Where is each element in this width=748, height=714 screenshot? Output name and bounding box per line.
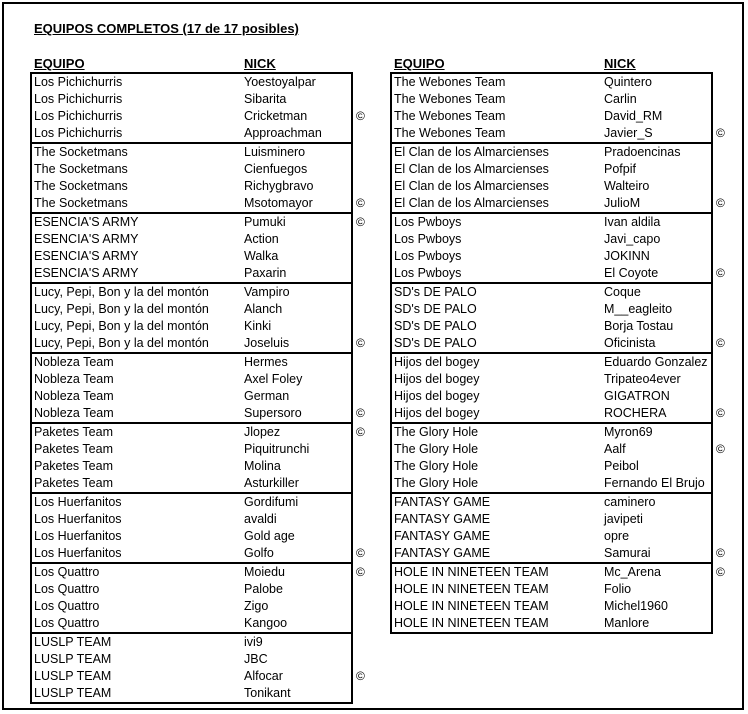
left-nick-header: NICK [244, 56, 276, 71]
captain-icon: © [356, 406, 365, 420]
player-nick: Javier_S [604, 126, 653, 140]
player-nick: Tonikant [244, 686, 291, 700]
table-row [32, 318, 351, 335]
player-nick: M__eagleito [604, 302, 673, 316]
team-name: Los Pichichurris [34, 126, 123, 140]
captain-icon: © [716, 406, 725, 420]
team-name: The Socketmans [34, 145, 128, 159]
team-name: Lucy, Pepi, Bon y la del montón [34, 302, 209, 316]
team-name: SD's DE PALO [394, 319, 477, 333]
player-nick: JulioM [604, 196, 641, 210]
team-name: SD's DE PALO [394, 336, 477, 350]
player-nick: ivi9 [244, 635, 263, 649]
player-nick: Gold age [244, 529, 295, 543]
table-row [32, 581, 351, 598]
player-nick: Zigo [244, 599, 269, 613]
player-nick: ROCHERA [604, 406, 667, 420]
table-row [392, 108, 711, 125]
player-nick: opre [604, 529, 630, 543]
player-nick: Walteiro [604, 179, 650, 193]
player-nick: Yoestoyalpar [244, 75, 316, 89]
team-name: Nobleza Team [34, 355, 114, 369]
table-row [32, 248, 351, 265]
table-row [392, 615, 711, 632]
player-nick: Aalf [604, 442, 626, 456]
team-name: LUSLP TEAM [34, 669, 112, 683]
player-nick: Alanch [244, 302, 283, 316]
team-name: Los Quattro [34, 599, 100, 613]
table-row [392, 494, 711, 511]
table-row [392, 178, 711, 195]
table-row [32, 598, 351, 615]
table-row [392, 301, 711, 318]
player-nick: Carlin [604, 92, 637, 106]
player-nick: Myron69 [604, 425, 653, 439]
team-name: HOLE IN NINETEEN TEAM [394, 565, 549, 579]
team-name: El Clan de los Almarcienses [394, 162, 549, 176]
team-name: LUSLP TEAM [34, 652, 112, 666]
table-row [32, 178, 351, 195]
team-name: The Webones Team [394, 109, 506, 123]
player-nick: Michel1960 [604, 599, 668, 613]
player-nick: Pofpif [604, 162, 636, 176]
table-row [392, 265, 725, 282]
team-name: Paketes Team [34, 476, 113, 490]
player-nick: Coque [604, 285, 641, 299]
captain-icon: © [716, 336, 725, 350]
table-row [392, 161, 711, 178]
team-group [390, 494, 725, 564]
team-name: Los Huerfanitos [34, 495, 122, 509]
team-name: Los Huerfanitos [34, 546, 122, 560]
team-name: Hijos del bogey [394, 372, 480, 386]
captain-icon: © [356, 215, 365, 229]
team-group [30, 424, 365, 494]
team-name: Paketes Team [34, 459, 113, 473]
table-row [32, 405, 365, 422]
captain-icon: © [716, 565, 725, 579]
table-row [392, 214, 711, 231]
team-group [30, 72, 365, 144]
table-row [32, 144, 351, 161]
team-name: The Glory Hole [394, 442, 479, 456]
table-row [32, 265, 351, 282]
team-group [390, 144, 725, 214]
team-name: FANTASY GAME [394, 546, 491, 560]
team-name: Los Pichichurris [34, 109, 123, 123]
table-row [32, 424, 365, 441]
table-row [392, 545, 725, 562]
player-nick: El Coyote [604, 266, 659, 280]
team-group [30, 564, 365, 634]
player-nick: Msotomayor [244, 196, 313, 210]
table-row [32, 441, 351, 458]
team-name: El Clan de los Almarcienses [394, 196, 549, 210]
team-name: ESENCIA'S ARMY [34, 266, 139, 280]
player-nick: Axel Foley [244, 372, 303, 386]
team-name: The Socketmans [34, 196, 128, 210]
team-name: ESENCIA'S ARMY [34, 249, 139, 263]
player-nick: Palobe [244, 582, 283, 596]
player-nick: Asturkiller [244, 476, 299, 490]
captain-icon: © [716, 196, 725, 210]
player-nick: Luisminero [244, 145, 306, 159]
team-name: Lucy, Pepi, Bon y la del montón [34, 319, 209, 333]
team-group [30, 634, 365, 704]
left-team-header: EQUIPO [34, 56, 85, 71]
player-nick: Javi_capo [604, 232, 661, 246]
captain-icon: © [716, 126, 725, 140]
player-nick: Ivan aldila [604, 215, 661, 229]
player-nick: Golfo [244, 546, 274, 560]
captain-icon: © [356, 546, 365, 560]
player-nick: Cienfuegos [244, 162, 308, 176]
table-row [392, 354, 711, 371]
team-group [30, 284, 365, 354]
team-name: Hijos del bogey [394, 389, 480, 403]
right-nick-header: NICK [604, 56, 636, 71]
page-title: EQUIPOS COMPLETOS (17 de 17 posibles) [34, 21, 299, 36]
captain-icon: © [356, 336, 365, 350]
player-nick: Gordifumi [244, 495, 299, 509]
team-name: Lucy, Pepi, Bon y la del montón [34, 336, 209, 350]
player-nick: Kinki [244, 319, 272, 333]
table-row [32, 528, 351, 545]
table-row [392, 405, 725, 422]
player-nick: Hermes [244, 355, 288, 369]
team-group [390, 284, 725, 354]
team-name: Hijos del bogey [394, 406, 480, 420]
team-name: HOLE IN NINETEEN TEAM [394, 582, 549, 596]
player-nick: Jlopez [244, 425, 281, 439]
team-name: Los Huerfanitos [34, 512, 122, 526]
team-name: Los Huerfanitos [34, 529, 122, 543]
team-name: LUSLP TEAM [34, 686, 112, 700]
team-name: The Webones Team [394, 126, 506, 140]
team-name: The Glory Hole [394, 425, 479, 439]
team-name: LUSLP TEAM [34, 635, 112, 649]
table-row [392, 231, 711, 248]
table-row [32, 615, 351, 632]
table-row [392, 284, 711, 301]
table-row [392, 248, 711, 265]
team-name: El Clan de los Almarcienses [394, 179, 549, 193]
team-group [390, 424, 725, 494]
player-nick: Samurai [604, 546, 651, 560]
table-row [392, 388, 711, 405]
team-name: The Webones Team [394, 75, 506, 89]
table-row [32, 685, 351, 702]
team-name: ESENCIA'S ARMY [34, 215, 139, 229]
table-row [392, 144, 711, 161]
team-group [390, 214, 725, 284]
captain-icon: © [716, 442, 725, 456]
player-nick: David_RM [604, 109, 663, 123]
table-row [32, 108, 365, 125]
player-nick: Borja Tostau [604, 319, 674, 333]
table-row [32, 214, 365, 231]
team-group [30, 144, 365, 214]
player-nick: Cricketman [244, 109, 308, 123]
table-row [32, 545, 365, 562]
player-nick: Walka [244, 249, 279, 263]
table-row [32, 91, 351, 108]
captain-icon: © [356, 196, 365, 210]
player-nick: JBC [244, 652, 268, 666]
player-nick: Paxarin [244, 266, 287, 280]
player-nick: Molina [244, 459, 281, 473]
table-row [32, 494, 351, 511]
team-name: Paketes Team [34, 442, 113, 456]
player-nick: GIGATRON [604, 389, 670, 403]
team-name: HOLE IN NINETEEN TEAM [394, 616, 549, 630]
team-name: Los Pwboys [394, 266, 462, 280]
table-row [32, 195, 365, 212]
player-nick: Joseluis [244, 336, 290, 350]
table-row [32, 564, 365, 581]
player-nick: Alfocar [244, 669, 283, 683]
table-row [32, 668, 365, 685]
team-group [390, 564, 725, 634]
team-name: The Webones Team [394, 92, 506, 106]
team-name: Los Pwboys [394, 232, 462, 246]
player-nick: Approachman [244, 126, 322, 140]
team-name: Nobleza Team [34, 389, 114, 403]
captain-icon: © [356, 565, 365, 579]
table-row [392, 581, 711, 598]
team-name: Hijos del bogey [394, 355, 480, 369]
player-nick: Fernando El Brujo [604, 476, 705, 490]
table-row [32, 74, 351, 91]
table-row [32, 388, 351, 405]
player-nick: Tripateo4ever [604, 372, 681, 386]
team-name: Paketes Team [34, 425, 113, 439]
team-name: SD's DE PALO [394, 302, 477, 316]
table-row [392, 318, 711, 335]
team-name: Nobleza Team [34, 372, 114, 386]
player-nick: Eduardo Gonzalez [604, 355, 708, 369]
table-row [32, 458, 351, 475]
player-nick: Richygbravo [244, 179, 314, 193]
player-nick: Sibarita [244, 92, 287, 106]
player-nick: Pradoencinas [604, 145, 681, 159]
captain-icon: © [716, 546, 725, 560]
table-row [392, 74, 711, 91]
player-nick: Quintero [604, 75, 652, 89]
team-group [30, 354, 365, 424]
table-row [32, 371, 351, 388]
captain-icon: © [356, 425, 365, 439]
player-nick: javipeti [604, 512, 643, 526]
team-name: FANTASY GAME [394, 495, 491, 509]
right-teams-table [390, 72, 725, 634]
table-row [392, 441, 725, 458]
table-row [392, 424, 711, 441]
table-row [32, 231, 351, 248]
table-row [32, 634, 351, 651]
team-name: The Socketmans [34, 179, 128, 193]
table-row [392, 598, 711, 615]
team-name: Los Pwboys [394, 249, 462, 263]
table-row [392, 511, 711, 528]
team-name: SD's DE PALO [394, 285, 477, 299]
table-row [392, 475, 711, 492]
captain-icon: © [356, 109, 365, 123]
player-nick: caminero [604, 495, 656, 509]
table-row [32, 651, 351, 668]
player-nick: Piquitrunchi [244, 442, 310, 456]
table-row [392, 458, 711, 475]
table-row [32, 335, 365, 352]
team-name: Los Pichichurris [34, 92, 123, 106]
team-name: El Clan de los Almarcienses [394, 145, 549, 159]
table-row [32, 284, 351, 301]
table-row [32, 161, 351, 178]
team-name: Los Quattro [34, 565, 100, 579]
captain-icon: © [716, 266, 725, 280]
table-row [392, 335, 725, 352]
team-name: Los Pichichurris [34, 75, 123, 89]
team-group [30, 214, 365, 284]
team-name: The Socketmans [34, 162, 128, 176]
player-nick: Oficinista [604, 336, 656, 350]
team-group [390, 72, 725, 144]
team-name: FANTASY GAME [394, 512, 491, 526]
player-nick: Pumuki [244, 215, 286, 229]
table-row [392, 528, 711, 545]
team-name: Los Quattro [34, 616, 100, 630]
team-name: Lucy, Pepi, Bon y la del montón [34, 285, 209, 299]
team-name: The Glory Hole [394, 459, 479, 473]
team-name: Nobleza Team [34, 406, 114, 420]
team-name: The Glory Hole [394, 476, 479, 490]
player-nick: Mc_Arena [604, 565, 661, 579]
player-nick: Supersoro [244, 406, 302, 420]
player-nick: Folio [604, 582, 632, 596]
table-row [392, 371, 711, 388]
table-row [32, 125, 351, 142]
player-nick: Vampiro [244, 285, 290, 299]
team-name: FANTASY GAME [394, 529, 491, 543]
team-group [390, 354, 725, 424]
team-name: ESENCIA'S ARMY [34, 232, 139, 246]
team-name: Los Quattro [34, 582, 100, 596]
table-row [392, 564, 725, 581]
captain-icon: © [356, 669, 365, 683]
table-row [32, 511, 351, 528]
table-row [32, 475, 351, 492]
team-group [30, 494, 365, 564]
team-name: Los Pwboys [394, 215, 462, 229]
table-row [392, 125, 725, 142]
player-nick: Manlore [604, 616, 650, 630]
player-nick: Moiedu [244, 565, 285, 579]
player-nick: German [244, 389, 290, 403]
player-nick: Kangoo [244, 616, 288, 630]
right-team-header: EQUIPO [394, 56, 445, 71]
player-nick: JOKINN [604, 249, 650, 263]
player-nick: Action [244, 232, 279, 246]
player-nick: avaldi [244, 512, 277, 526]
table-row [392, 195, 725, 212]
player-nick: Peibol [604, 459, 639, 473]
table-row [32, 301, 351, 318]
table-row [392, 91, 711, 108]
team-name: HOLE IN NINETEEN TEAM [394, 599, 549, 613]
table-row [32, 354, 351, 371]
left-teams-table [30, 72, 365, 704]
